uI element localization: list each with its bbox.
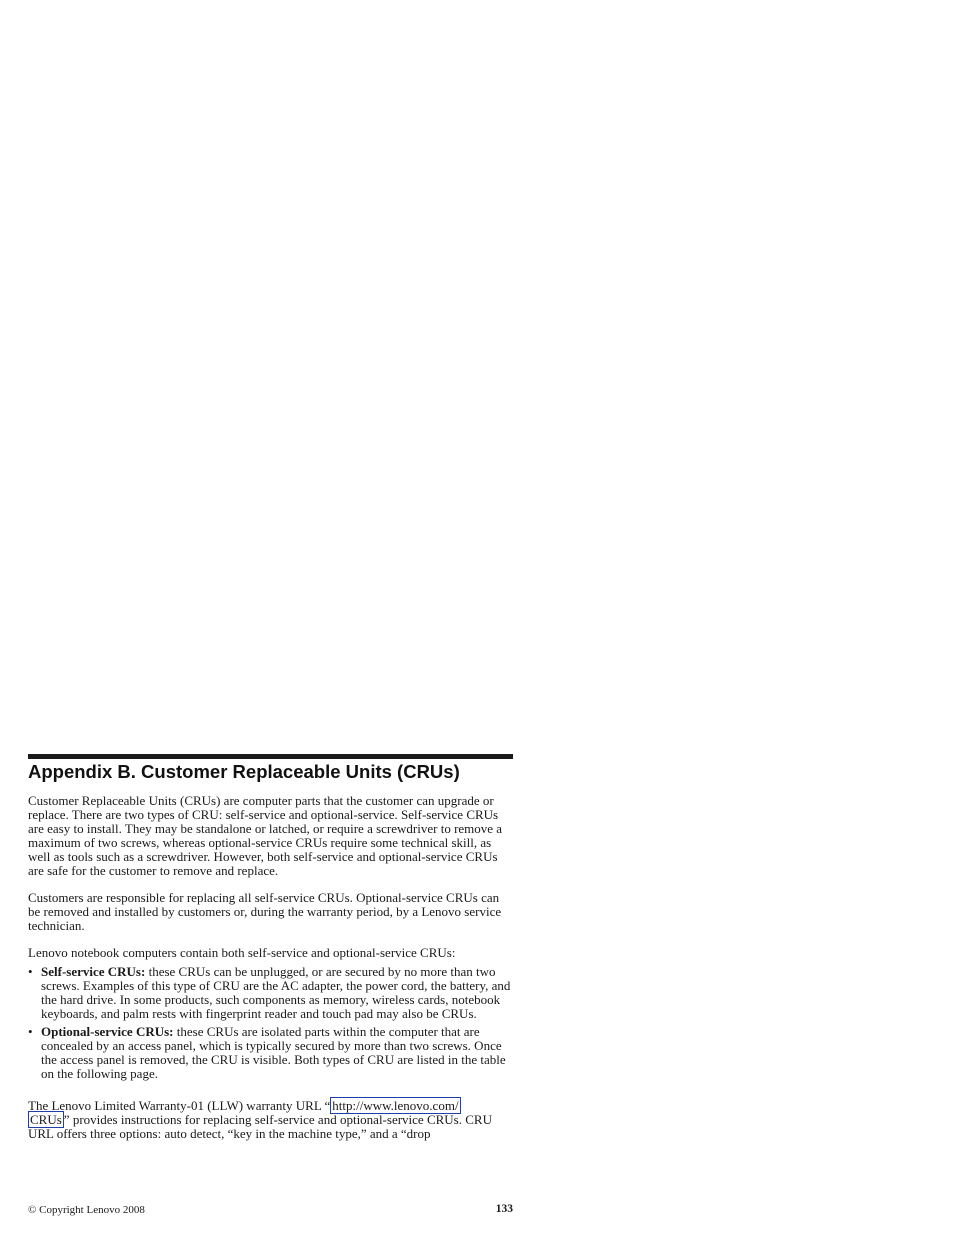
page-title: Appendix B. Customer Replaceable Units (CRUs): [28, 761, 460, 782]
body-text: [28, 794, 514, 1154]
list-item: [28, 965, 514, 1021]
list-item-text: these CRUs can be unplugged, or are secured by no more than two screws. Examples of this type of CRU are the AC adapter, the power cord, the battery, and the hard drive. In some products, such components as memory, wireless cards, notebook keyboards, and palm rests with fingerprint reader and touch pad may also be CRUs.: [41, 964, 511, 1021]
heading-rule: [28, 754, 513, 759]
paragraph-intro: Customer Replaceable Units (CRUs) are computer parts that the customer can upgrade or replace. There are two types of CRU: self-service and optional-service. Self-service CRUs are easy to install. They may be standalone or latched, or require a screwdriver to remove a maximum of two screws, whereas optional-service CRUs require some technical skill, as well as tools such as a screwdriver. However, both self-service and optional-service CRUs are safe for the customer to remove and replace.: [28, 793, 503, 878]
page-number: 133: [495, 1203, 513, 1215]
paragraph-responsibility: Customers are responsible for replacing all self-service CRUs. Optional-service CRUs can be removed and installed by customers or, during the warranty period, by a Lenovo service technician.: [28, 890, 502, 933]
paragraph-warranty: [28, 1099, 514, 1141]
bullet-icon: •: [28, 964, 33, 979]
cru-url-link[interactable]: http://www.lenovo.com/: [332, 1098, 459, 1113]
warranty-text-after: ” provides instructions for replacing self-service and optional-service CRUs. CRU URL offers three options: auto detect, “key in the machine type,” and a “drop: [28, 1112, 492, 1141]
warranty-text-before: The Lenovo Limited Warranty-01 (LLW) warranty URL “: [28, 1098, 331, 1113]
bullet-icon: •: [28, 1024, 33, 1039]
cru-url-link-continued[interactable]: CRUs: [30, 1112, 62, 1127]
list-item-text: these CRUs are isolated parts within the computer that are concealed by an access panel, which is typically secured by more than two screws. Once the access panel is removed, the CRU is visible. Both types of CRU are listed in the table on the following page.: [41, 1024, 506, 1081]
list-item: [28, 1025, 514, 1081]
paragraph-types: Lenovo notebook computers contain both self-service and optional-service CRUs:: [28, 945, 456, 960]
list-item-term: Self-service CRUs:: [41, 964, 146, 979]
list-item-term: Optional-service CRUs:: [41, 1024, 174, 1039]
cru-type-list: [28, 965, 514, 1081]
copyright-notice: © Copyright Lenovo 2008: [28, 1204, 145, 1216]
